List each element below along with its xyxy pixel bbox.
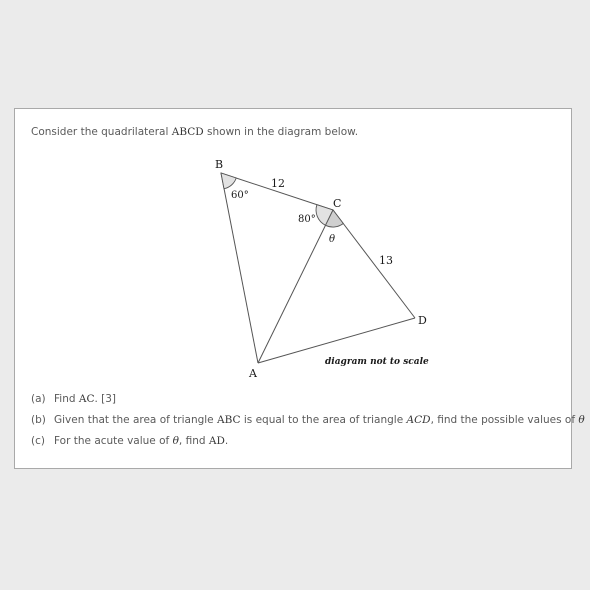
- angle-theta-label: θ: [329, 234, 336, 245]
- edge-ab: [221, 173, 258, 363]
- question-a-mid: . [3]: [94, 393, 117, 405]
- angle-acb-label: 80°: [298, 214, 316, 225]
- question-a-pre: Find: [54, 393, 79, 405]
- question-b-math-2: ACD: [406, 414, 431, 426]
- vertex-label-c: C: [333, 197, 342, 210]
- question-c-math-1: θ: [172, 435, 179, 447]
- question-b-post: , find the possible values of: [430, 414, 579, 426]
- question-b: [31, 414, 585, 426]
- vertex-label-a: A: [249, 367, 257, 380]
- question-card: [14, 108, 585, 469]
- question-b-pre: Given that the area of triangle: [54, 414, 217, 426]
- question-c-math-2: AD: [208, 435, 225, 447]
- edge-cd: [333, 210, 415, 318]
- question-c-post: .: [224, 435, 229, 447]
- side-cd-label: 13: [379, 254, 393, 267]
- question-c-mid: , find: [178, 435, 209, 447]
- question-b-label: (b): [31, 414, 46, 426]
- diagram-note: diagram not to scale: [325, 357, 429, 367]
- vertex-label-d: D: [418, 314, 427, 327]
- diagonal-ac: [258, 210, 336, 363]
- question-c-pre: For the acute value of: [54, 435, 173, 447]
- question-a: [31, 393, 116, 405]
- question-b-math-3: θ: [578, 414, 585, 426]
- intro-shape: ABCD: [171, 126, 204, 138]
- question-c: [31, 435, 228, 447]
- side-bc-label: 12: [271, 177, 285, 190]
- vertex-label-b: B: [215, 158, 224, 171]
- question-c-label: (c): [31, 435, 45, 447]
- intro-suffix: shown in the diagram below.: [203, 126, 359, 138]
- question-b-mid: is equal to the area of triangle: [240, 414, 407, 426]
- question-a-label: (a): [31, 393, 46, 405]
- angle-b-marker: [221, 173, 236, 189]
- question-b-math-1: ABC: [216, 414, 241, 426]
- intro-prefix: Consider the quadrilateral: [31, 126, 172, 138]
- angle-b-label: 60°: [231, 190, 249, 201]
- question-a-math: AC: [78, 393, 95, 405]
